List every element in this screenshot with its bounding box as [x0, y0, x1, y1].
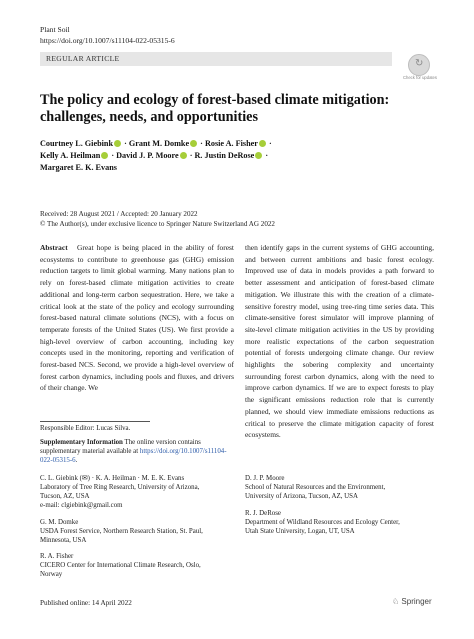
author-list: Courtney L. Giebink · Grant M. Domke · Rosie A. Fisher · Kelly A. Heilman · David J. P. Moore · R. Justin DeRose · Margaret E. K. Evans	[40, 139, 272, 172]
affiliation-3	[40, 552, 240, 579]
orcid-icon[interactable]	[180, 152, 187, 159]
check-updates-icon: ↻	[408, 54, 430, 76]
affiliation-names: G. M. Domke	[40, 519, 79, 526]
author-name[interactable]: Grant M. Domke	[128, 139, 190, 148]
affiliation-4	[245, 474, 445, 501]
affiliation-line: CICERO Center for International Climate Research, Oslo,	[40, 562, 201, 569]
affiliation-names: R. A. Fisher	[40, 553, 74, 560]
article-doi[interactable]: https://doi.org/10.1007/s11104-022-05315-6	[40, 36, 175, 45]
article-type-band	[40, 52, 392, 66]
journal-name: Plant Soil	[40, 25, 70, 34]
article-dates	[40, 209, 420, 229]
abstract-text-1: Great hope is being placed in the ability of forest ecosystems to contribute to greenhouse gas (GHG) emission reduction targets to limit global warming. Many nations plan to rely on forest-based climate mitigation activities to create additional and long-term carbon sequestration. Here, we take a critical look at the state of the policy and ecology surrounding forest-based natural climate solutions (NCS), with a focus on temperate forests of the United States (US). We first provide a high-level overview of carbon accounting, including key concepts used in the monitoring, reporting and verification of forest-based NCS. Second, we provide a high-level overview of forest carbon dynamics, including pools and fluxes, and drivers of their change. We	[40, 243, 234, 393]
affiliation-names: D. J. P. Moore	[245, 475, 285, 482]
author-name[interactable]: Kelly A. Heilman	[40, 151, 101, 160]
abstract-column-1	[40, 242, 234, 394]
author-email[interactable]: e-mail: clgiebink@gmail.com	[40, 502, 123, 509]
supp-link[interactable]: https://doi.org/10.1007/s11104-022-05315-6	[40, 448, 227, 464]
affiliation-line: Norway	[40, 571, 63, 578]
affiliation-1	[40, 474, 240, 510]
supplementary-info	[40, 438, 230, 465]
author-name[interactable]: David J. P. Moore	[116, 151, 179, 160]
publisher-name: Springer	[401, 597, 432, 606]
affiliation-names: R. J. DeRose	[245, 510, 281, 517]
check-for-updates-badge[interactable]	[403, 54, 437, 84]
abstract-column-2	[245, 242, 434, 441]
published-online: Published online: 14 April 2022	[40, 599, 132, 607]
journal-header	[40, 24, 175, 46]
abstract-heading: Abstract	[40, 243, 68, 252]
author-name[interactable]: Margaret E. K. Evans	[40, 163, 117, 172]
article-type-label: REGULAR ARTICLE	[46, 54, 120, 63]
orcid-icon[interactable]	[190, 140, 197, 147]
copyright-notice: © The Author(s), under exclusive licence to Springer Nature Switzerland AG 2022	[40, 220, 275, 228]
author-name[interactable]: Rosie A. Fisher	[204, 139, 258, 148]
author-name[interactable]: R. Justin DeRose	[194, 151, 255, 160]
orcid-icon[interactable]	[255, 152, 262, 159]
check-updates-label: Check for updates	[403, 75, 437, 80]
affiliation-names: C. L. Giebink (✉) · K. A. Heilman · M. E. K. Evans	[40, 475, 185, 482]
supp-end: .	[75, 457, 78, 464]
affiliation-line: Tucson, AZ, USA	[40, 493, 90, 500]
author-name[interactable]: Courtney L. Giebink	[40, 139, 114, 148]
affiliation-line: USDA Forest Service, Northern Research Station, St. Paul,	[40, 528, 203, 535]
affiliation-line: Minnesota, USA	[40, 537, 87, 544]
affiliation-line: Laboratory of Tree Ring Research, University of Arizona,	[40, 484, 200, 491]
affiliation-line: University of Arizona, Tucson, AZ, USA	[245, 493, 358, 500]
springer-horse-icon: ♘	[392, 597, 400, 606]
supp-text: The online version contains supplementary material available at	[40, 439, 201, 455]
affiliation-line: School of Natural Resources and the Environment,	[245, 484, 386, 491]
orcid-icon[interactable]	[114, 140, 121, 147]
received-accepted: Received: 28 August 2021 / Accepted: 20 January 2022	[40, 210, 198, 218]
article-title: The policy and ecology of forest-based climate mitigation: challenges, needs, and opportunities	[40, 92, 390, 125]
affiliation-line: Department of Wildland Resources and Ecology Center,	[245, 519, 400, 526]
affiliation-5	[245, 509, 445, 536]
responsible-editor: Responsible Editor: Lucas Silva.	[40, 425, 131, 432]
orcid-icon[interactable]	[101, 152, 108, 159]
publisher-logo	[392, 597, 432, 606]
abstract-text-2: then identify gaps in the current systems of GHG accounting, and between current ambitions and basic forest ecology. Improved use of data in models provides a path forward to better assessment and anticipation of forest-based climate mitigation. We illustrate this with the creation of a climate-sensitive forestry model, using tree-ring time series data. This climate-sensitive forest simulator will improve planning of site-level climate mitigation activities in the US by providing more realistic expectations of the carbon sequestration potential of forests undergoing climate change. Our review highlights the sobering complexity and uncertainty surrounding forest carbon dynamics, along with the need to improve carbon dynamics. If we are to expect forests to play the significant emissions reduction role that is currently planned, we should view immediate emissions reductions as critical to preserve the climate mitigation capacity of forest ecosystems.	[245, 243, 434, 440]
orcid-icon[interactable]	[259, 140, 266, 147]
affiliation-2	[40, 518, 240, 545]
supp-heading: Supplementary Information	[40, 439, 123, 446]
affiliation-line: Utah State University, Logan, UT, USA	[245, 528, 355, 535]
footnote-divider	[40, 421, 150, 422]
